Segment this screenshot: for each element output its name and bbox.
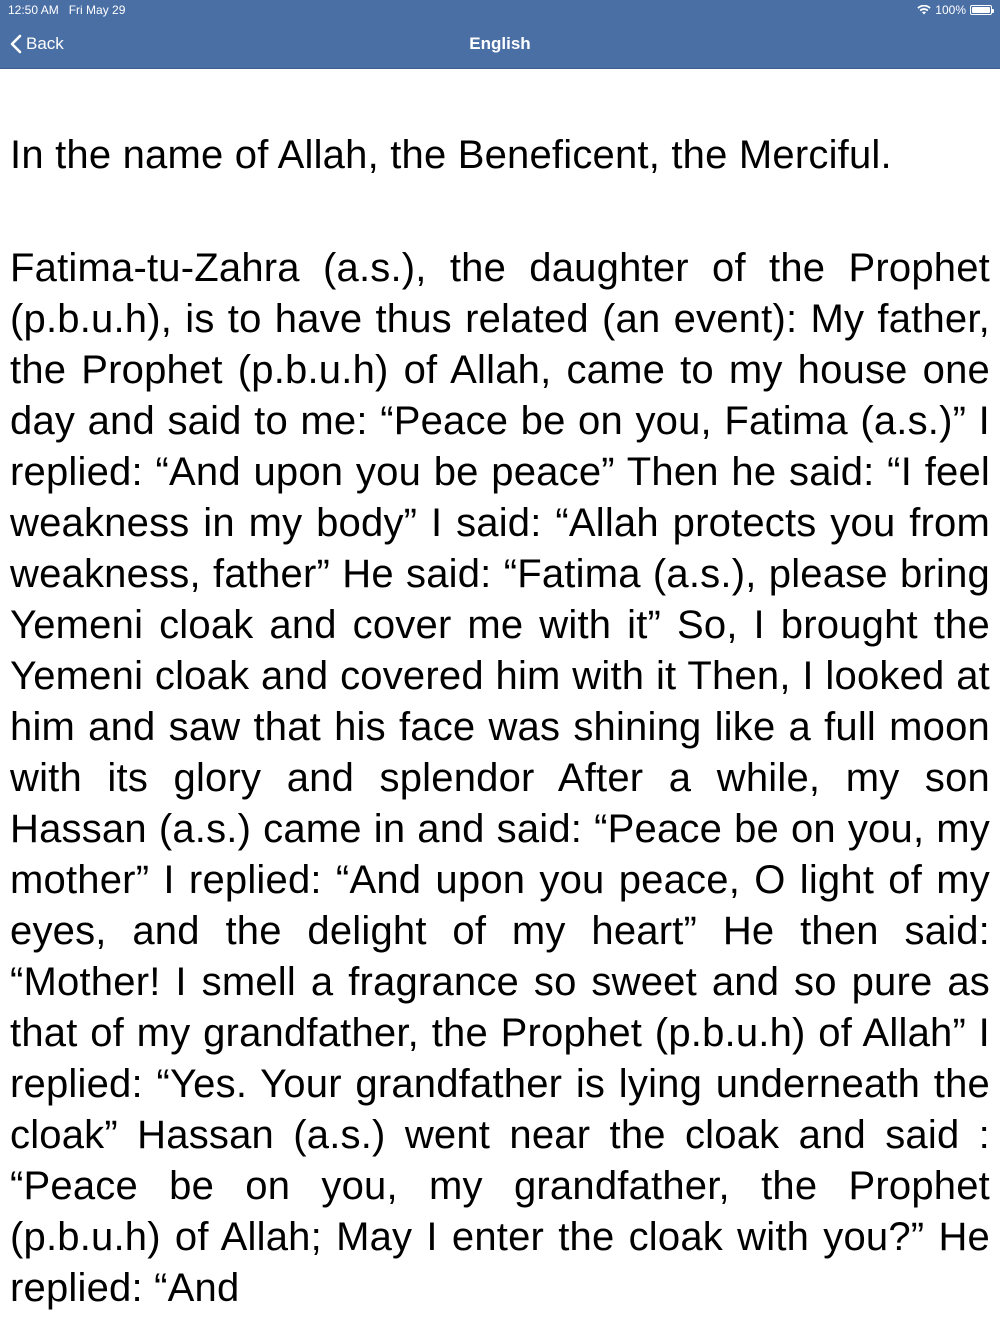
- back-label: Back: [26, 34, 64, 53]
- page-title: English: [469, 34, 531, 53]
- battery-percent: 100%: [935, 3, 966, 17]
- status-date: Fri May 29: [68, 3, 126, 17]
- battery-fill: [972, 7, 990, 13]
- wifi-icon: [917, 5, 931, 15]
- text-content: [10, 130, 990, 1314]
- status-bar: [0, 0, 1000, 20]
- content-body: Fatima-tu-Zahra (a.s.), the daughter of the Prophet (p.b.u.h), is to have thus related (an event): My father, the Prophet (p.b.u.h) of Allah, came to my house one day and said to me: “Peace be on you, Fatima (a.s.)” I replied: “And upon you be peace” Then he said: “I feel weakness in my body” I said: “Allah protects you from weakness, father” He said: “Fatima (a.s.), please bring Yemeni cloak and cover me with it” So, I brought the Yemeni cloak and covered him with it Then, I looked at him and saw that his face was shining like a full moon with its glory and splendor After a while, my son Hassan (a.s.) came in and said: “Peace be on you, my mother” I replied: “And upon you peace, O light of my eyes, and the delight of my heart” He then said: “Mother! I smell a fragrance so sweet and so pure as that of my grandfather, the Prophet (p.b.u.h) of Allah” I replied: “Yes. Your grandfather is lying underneath the cloak” Hassan (a.s.) went near the cloak and said : “Peace be on you, my grandfather, the Prophet (p.b.u.h) of Allah; May I enter the cloak with you?” He replied: “And: [10, 246, 990, 1310]
- navigation-bar: [0, 20, 1000, 69]
- content-heading: In the name of Allah, the Beneficent, the Merciful.: [10, 133, 892, 177]
- battery-icon: [970, 5, 992, 15]
- status-time: 12:50 AM: [8, 3, 59, 17]
- content-scroll-area[interactable]: [0, 69, 1000, 1334]
